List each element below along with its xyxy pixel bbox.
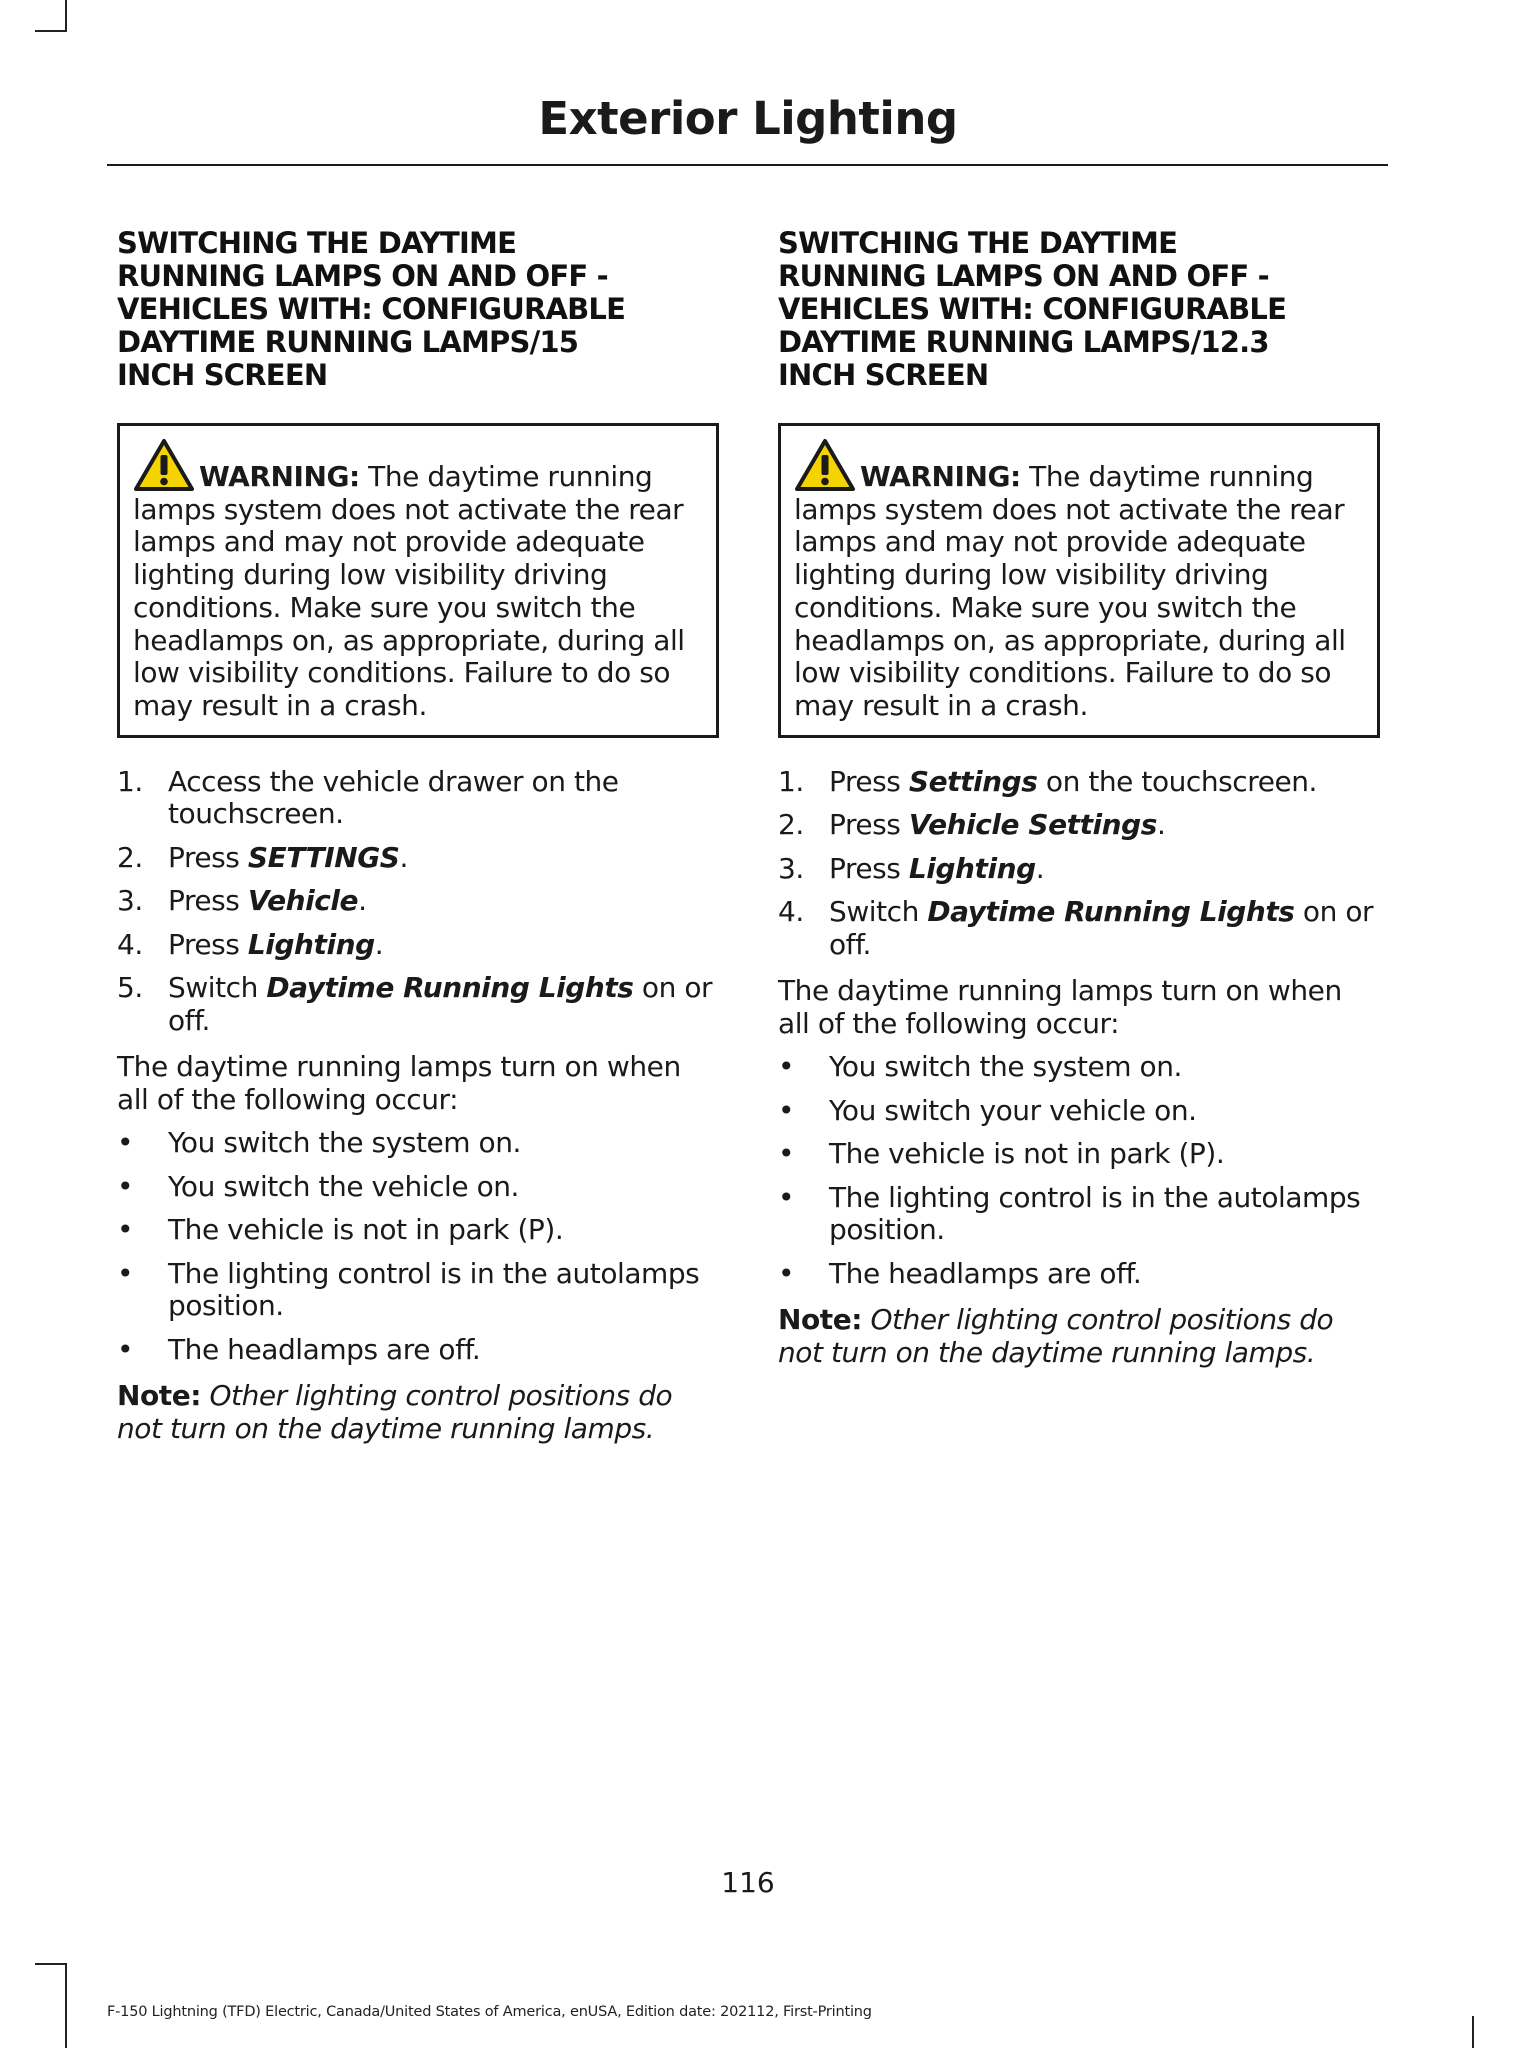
step-number: 2. xyxy=(778,808,804,842)
warning-text: The daytime running lamps system does not activate the rear lamps and may not provide adequate lighting during low visibility driving conditions. Make sure you switch the headlamps on, as appropriate, during all low visibility conditions. Failure to do so may result in a crash. xyxy=(794,460,1346,722)
step-number: 3. xyxy=(117,884,143,918)
step-text-end: on or off. xyxy=(168,971,713,1037)
list-item xyxy=(117,885,719,918)
step-emphasis: Settings xyxy=(908,764,1038,798)
list-item xyxy=(778,1051,1380,1084)
crop-mark xyxy=(65,0,67,30)
step-text: Switch xyxy=(829,895,928,929)
list-item xyxy=(778,1258,1380,1291)
bullet-icon: • xyxy=(117,1332,134,1366)
step-emphasis: Vehicle xyxy=(247,884,359,918)
step-emphasis: Daytime Running Lights xyxy=(927,895,1295,929)
step-text-end: on or off. xyxy=(829,895,1374,961)
step-number: 3. xyxy=(778,851,804,885)
bullet-icon: • xyxy=(778,1050,795,1084)
step-number: 2. xyxy=(117,840,143,874)
step-text-end: on the touchscreen. xyxy=(1037,764,1317,798)
step-text: Press xyxy=(829,851,909,885)
step-number: 1. xyxy=(778,764,804,798)
title-divider xyxy=(107,164,1388,166)
conditions-intro: The daytime running lamps turn on when all of the following occur: xyxy=(117,1050,681,1116)
bullet-icon: • xyxy=(117,1256,134,1290)
warning-text: The daytime running lamps system does not activate the rear lamps and may not provide adequate lighting during low visibility driving conditions. Make sure you switch the headlamps on, as appropriate, during all low visibility conditions. Failure to do so may result in a crash. xyxy=(133,460,685,722)
bullet-text: The headlamps are off. xyxy=(829,1256,1142,1290)
step-emphasis: Lighting xyxy=(247,927,375,961)
list-item xyxy=(117,1171,719,1204)
step-number: 1. xyxy=(117,764,143,798)
step-text: Press xyxy=(829,808,909,842)
step-number: 4. xyxy=(117,927,143,961)
note-label: Note: xyxy=(778,1303,862,1337)
list-item xyxy=(778,1182,1380,1247)
note-text: Other lighting control positions do not turn on the daytime running lamps. xyxy=(778,1303,1334,1369)
step-text: Switch xyxy=(168,971,267,1005)
bullet-text: The vehicle is not in park (P). xyxy=(829,1137,1225,1171)
crop-mark xyxy=(65,1963,67,2048)
warning-box xyxy=(117,423,719,738)
step-text-end: . xyxy=(399,840,408,874)
note xyxy=(778,1304,1380,1369)
list-item xyxy=(778,1138,1380,1171)
step-text: Access the vehicle drawer on the touchscreen. xyxy=(168,764,619,831)
bullet-icon: • xyxy=(117,1126,134,1160)
step-number: 5. xyxy=(117,971,143,1005)
list-item xyxy=(117,1258,719,1323)
step-emphasis: Vehicle Settings xyxy=(908,808,1157,842)
page-number: 116 xyxy=(721,1866,775,1899)
warning-triangle-icon xyxy=(133,438,195,492)
step-text-end: . xyxy=(358,884,367,918)
bullet-icon: • xyxy=(778,1137,795,1171)
bullet-text: The vehicle is not in park (P). xyxy=(168,1213,564,1247)
step-text-end: . xyxy=(1035,851,1045,885)
note-label: Note: xyxy=(117,1379,201,1413)
footer-edition-info: F-150 Lightning (TFD) Electric, Canada/United States of America, enUSA, Edition date: 202112, First-Printing xyxy=(107,2004,872,2020)
crop-mark xyxy=(1472,2016,1474,2048)
list-item xyxy=(778,896,1380,961)
list-item xyxy=(117,842,719,875)
step-number: 4. xyxy=(778,895,804,929)
step-text-end: . xyxy=(1156,808,1166,842)
bullet-icon: • xyxy=(778,1256,795,1290)
section-15-inch-screen xyxy=(117,227,719,1445)
bullet-text: You switch the vehicle on. xyxy=(168,1169,520,1203)
list-item xyxy=(117,972,719,1037)
bullet-text: You switch the system on. xyxy=(829,1050,1182,1084)
list-item xyxy=(117,1334,719,1367)
bullet-text: You switch the system on. xyxy=(168,1126,521,1160)
bullet-icon: • xyxy=(117,1213,134,1247)
step-text: Press xyxy=(829,764,909,798)
warning-label: WARNING: xyxy=(199,460,360,493)
conditions-intro: The daytime running lamps turn on when all of the following occur: xyxy=(778,974,1342,1040)
bullet-text: The headlamps are off. xyxy=(168,1332,481,1366)
list-item xyxy=(778,809,1380,842)
step-emphasis: Lighting xyxy=(908,851,1036,885)
crop-mark xyxy=(35,30,67,32)
step-text-end: . xyxy=(374,927,384,961)
warning-box xyxy=(778,423,1380,738)
bullet-icon: • xyxy=(778,1093,795,1127)
bullet-icon: • xyxy=(778,1180,795,1214)
steps-list xyxy=(117,766,719,1038)
list-item xyxy=(117,1214,719,1247)
note xyxy=(117,1380,719,1445)
step-text: Press xyxy=(168,927,248,961)
note-text: Other lighting control positions do not turn on the daytime running lamps. xyxy=(117,1379,673,1445)
page-title: Exterior Lighting xyxy=(538,92,958,145)
step-emphasis: SETTINGS xyxy=(247,840,400,874)
warning-triangle-icon xyxy=(794,438,856,492)
section-12-3-inch-screen xyxy=(778,227,1380,1369)
list-item xyxy=(778,853,1380,886)
section-heading: SWITCHING THE DAYTIME RUNNING LAMPS ON AND OFF - VEHICLES WITH: CONFIGURABLE DAYTIME RUNNING LAMPS/15 INCH SCREEN xyxy=(117,226,626,392)
conditions-list xyxy=(778,1051,1380,1290)
steps-list xyxy=(778,766,1380,962)
list-item xyxy=(117,929,719,962)
crop-mark xyxy=(35,1963,67,1965)
section-heading: SWITCHING THE DAYTIME RUNNING LAMPS ON AND OFF - VEHICLES WITH: CONFIGURABLE DAYTIME RUNNING LAMPS/12.3 INCH SCREEN xyxy=(778,226,1287,392)
bullet-icon: • xyxy=(117,1169,134,1203)
list-item xyxy=(778,766,1380,799)
bullet-text: You switch your vehicle on. xyxy=(829,1093,1197,1127)
list-item xyxy=(778,1095,1380,1128)
list-item xyxy=(117,766,719,831)
list-item xyxy=(117,1127,719,1160)
bullet-text: The lighting control is in the autolamps position. xyxy=(829,1180,1361,1247)
step-emphasis: Daytime Running Lights xyxy=(266,971,634,1005)
bullet-text: The lighting control is in the autolamps position. xyxy=(168,1256,700,1323)
step-text: Press xyxy=(168,840,248,874)
conditions-list xyxy=(117,1127,719,1366)
warning-label: WARNING: xyxy=(860,460,1021,493)
step-text: Press xyxy=(168,884,248,918)
